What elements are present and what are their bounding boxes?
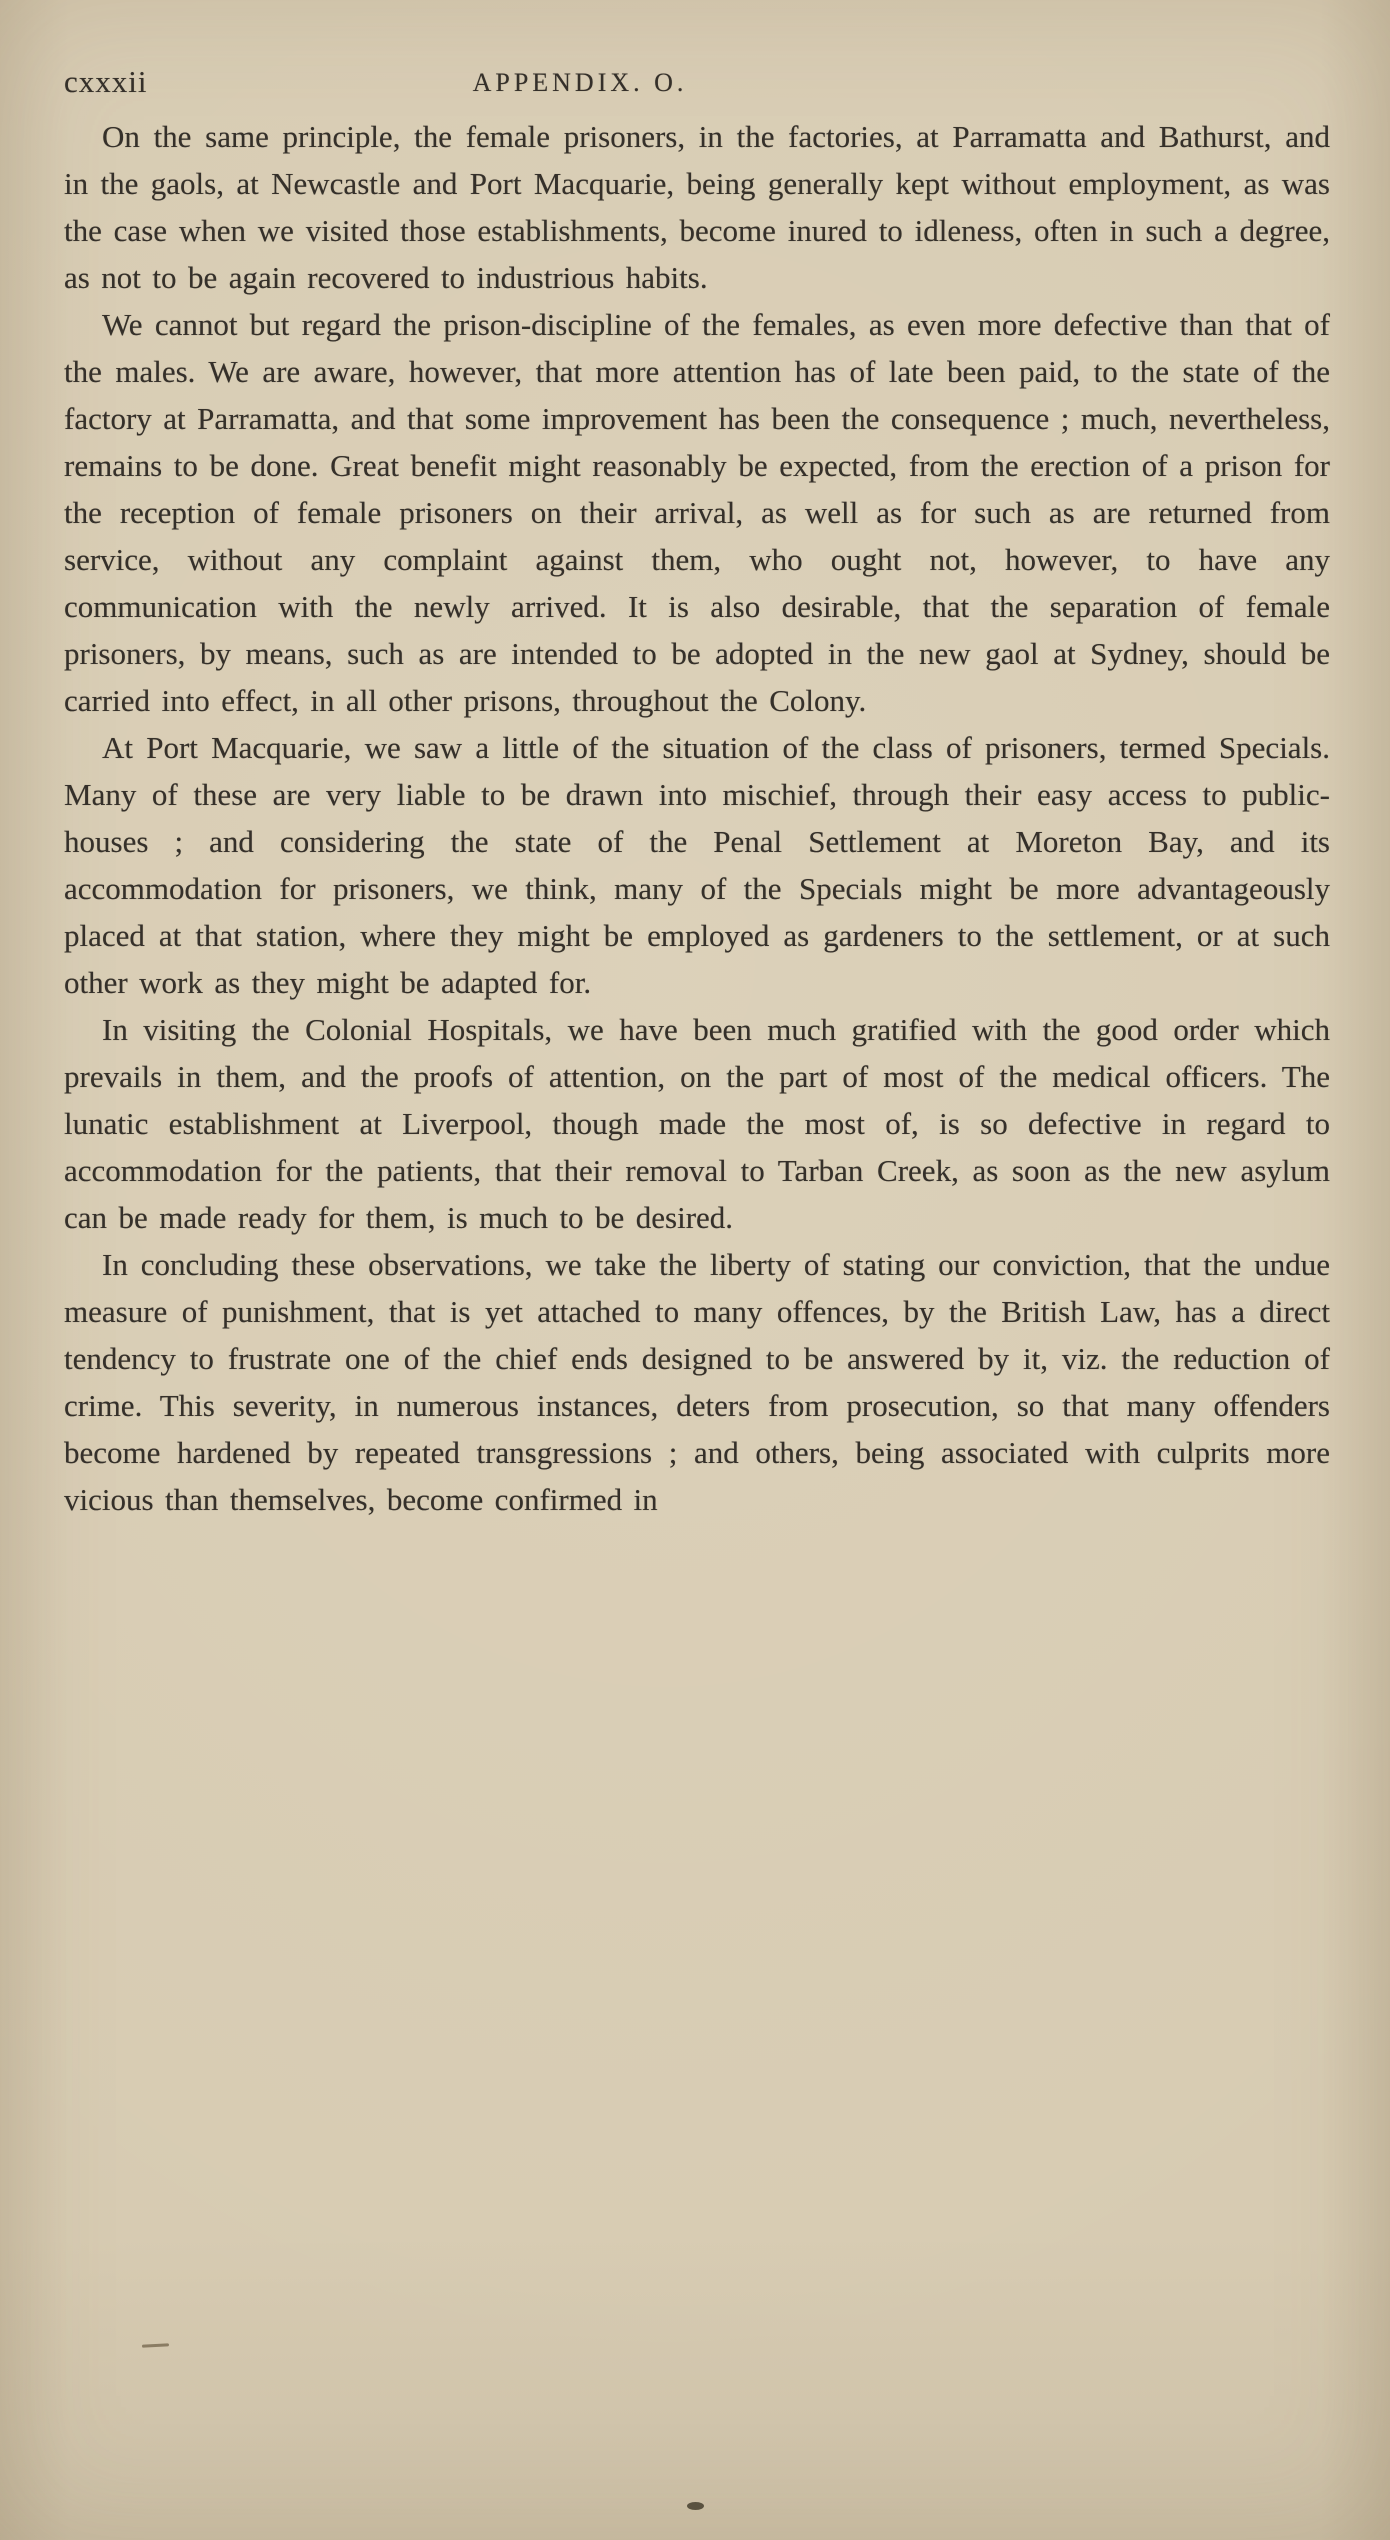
page-header — [0, 62, 1390, 104]
paragraph-1: On the same principle, the female prisoners, in the factories, at Parramatta and Bathurst, and in the gaols, at Newcastle and Port Macquarie, being generally kept without employment, as was the case when we visited those establishments, become inured to idleness, often in such a degree, as not to be again recovered to industrious habits. — [64, 119, 1330, 295]
paragraph-2: We cannot but regard the prison-discipline of the females, as even more defective than that of the males. We are aware, however, that more attention has of late been paid, to the state of the factory at Parramatta, and that some improvement has been the consequence ; much, nevertheless, remains to be done. Great benefit might reasonably be expected, from the erection of a prison for the reception of female prisoners on their arrival, as well as for such as are returned from service, without any complaint against them, who ought not, however, to have any communication with the newly arrived. It is also desirable, that the separation of female prisoners, by means, such as are intended to be adopted in the new gaol at Sydney, should be carried into effect, in all other prisons, throughout the Colony. — [64, 307, 1330, 718]
paragraph-4: In visiting the Colonial Hospitals, we have been much gratified with the good order which prevails in them, and the proofs of attention, on the part of most of the medical officers. The lunatic establishment at Liverpool, though made the most of, is so defective in regard to accommodation for the patients, that their removal to Tarban Creek, as soon as the new asylum can be made ready for them, is much to be desired. — [64, 1012, 1330, 1235]
folio-number: cxxxii — [64, 64, 148, 99]
stray-mark-dash — [142, 2343, 169, 2347]
paragraph-3: At Port Macquarie, we saw a little of the situation of the class of prisoners, termed Specials. Many of these are very liable to be drawn into mischief, through their easy access to public-houses ; and considering the state of the Penal Settlement at Moreton Bay, and its accommodation for prisoners, we think, many of the Specials might be more advantageously placed at that station, where they might be employed as gardeners to the settlement, or at such other work as they might be adapted for. — [64, 730, 1330, 1000]
text-block — [64, 113, 1330, 1523]
stray-mark-dot — [687, 2502, 704, 2510]
running-head: APPENDIX. O. — [472, 68, 688, 97]
paragraph-5: In concluding these observations, we take the liberty of stating our conviction, that the undue measure of punishment, that is yet attached to many offences, by the British Law, has a direct tendency to frustrate one of the chief ends designed to be answered by it, viz. the reduction of crime. This severity, in numerous instances, deters from prosecution, so that many offenders become hardened by repeated transgressions ; and others, being associated with culprits more vicious than themselves, become confirmed in — [64, 1247, 1330, 1517]
